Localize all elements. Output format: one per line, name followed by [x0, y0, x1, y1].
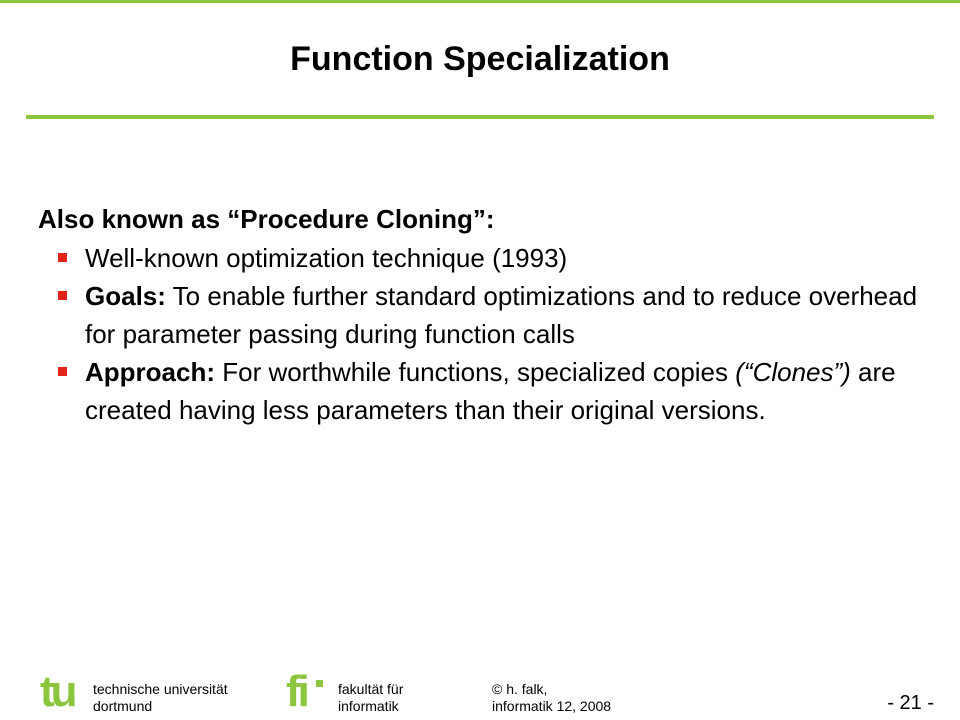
intro-heading: Also known as “Procedure Cloning”: — [38, 204, 495, 234]
faculty-line-1: fakultät für — [338, 681, 404, 697]
slide-title: Function Specialization — [290, 40, 670, 78]
bullet-text: To enable further standard optimizations and to reduce overhead for parameter passing during function calls — [85, 281, 918, 349]
bullet-item-goals — [38, 277, 918, 353]
slide-body — [38, 200, 918, 429]
university-line-2: dortmund — [93, 698, 153, 714]
square-bullet-icon — [58, 253, 67, 262]
bullet-item-approach — [38, 353, 918, 429]
faculty-line-2: informatik — [338, 698, 399, 714]
bullet-list — [38, 239, 918, 429]
bullet-text: For worthwhile functions, specialized copies — [215, 357, 736, 387]
author-credit — [492, 681, 611, 715]
tu-logo: tu — [40, 667, 74, 716]
university-name — [93, 681, 228, 715]
slide-footer — [0, 667, 960, 720]
title-underline — [26, 115, 934, 119]
bullet-emphasis: (“Clones”) — [735, 357, 851, 387]
university-line-1: technische universität — [93, 681, 228, 697]
top-accent-line — [0, 0, 960, 3]
fi-logo-dot-icon — [316, 680, 323, 687]
bullet-item-history — [38, 239, 918, 277]
author-line-1: © h. falk, — [492, 681, 548, 697]
square-bullet-icon — [58, 367, 67, 376]
faculty-name — [338, 681, 403, 715]
fi-logo: fi — [286, 667, 307, 716]
square-bullet-icon — [58, 291, 67, 300]
bullet-lead: Goals: — [85, 281, 166, 311]
page-number: - 21 - — [887, 692, 934, 714]
bullet-text: Well-known optimization technique (1993) — [85, 243, 568, 273]
bullet-text-continued: are created having less parameters than their original versions. — [85, 357, 896, 425]
author-line-2: informatik 12, 2008 — [492, 698, 612, 714]
bullet-lead: Approach: — [85, 357, 215, 387]
